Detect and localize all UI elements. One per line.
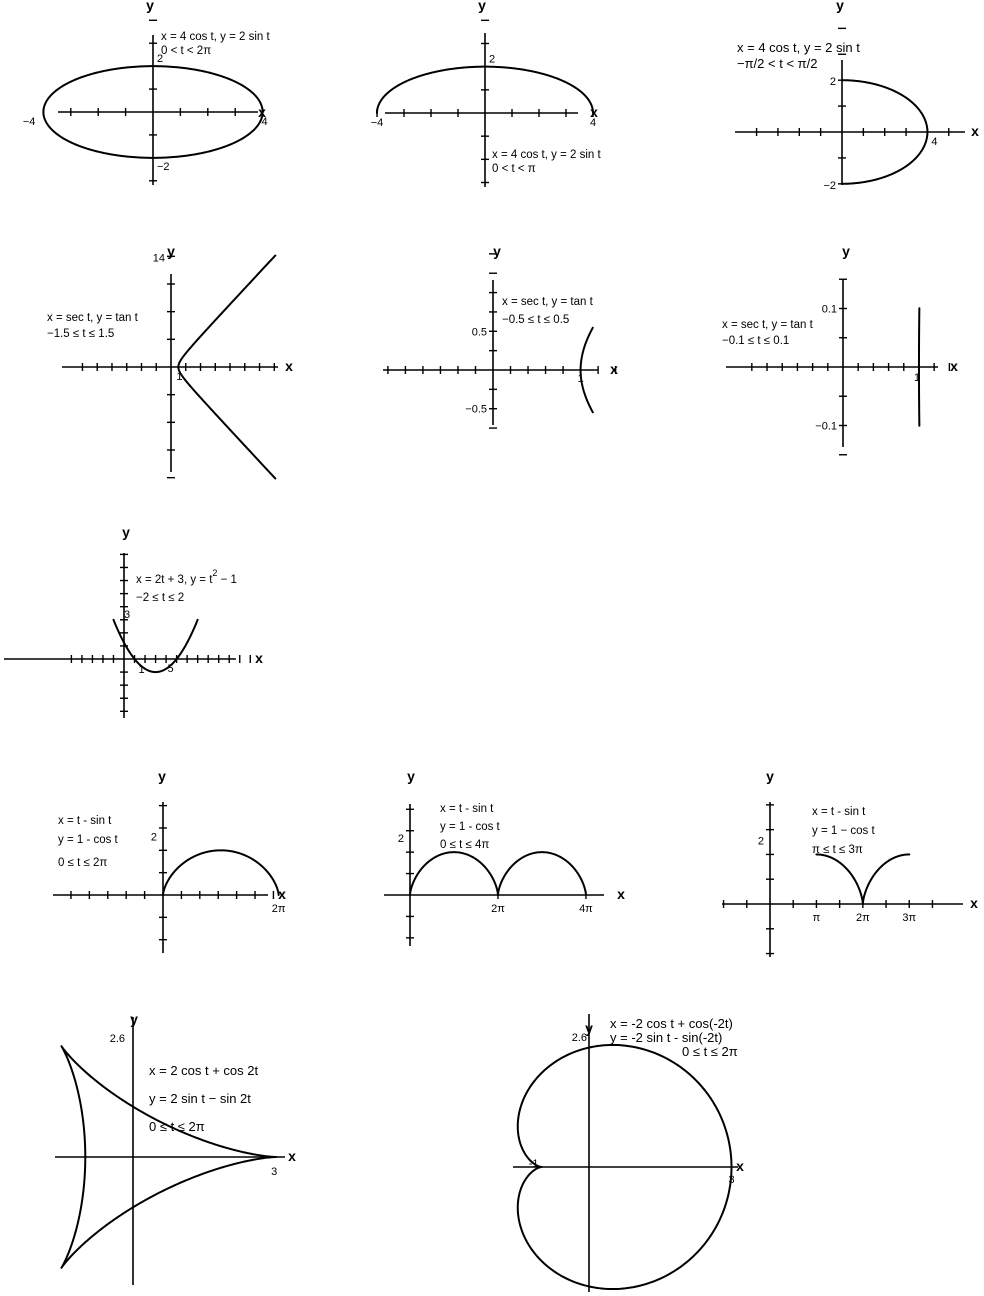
tick-label: 3 bbox=[728, 1174, 735, 1186]
curve-annotation: x = 4 cos t, y = 2 sin t bbox=[492, 149, 601, 161]
curve-annotation: x = 4 cos t, y = 2 sin t bbox=[161, 31, 270, 43]
x-axis-label: x bbox=[736, 1158, 744, 1174]
curve-annotation: x = sec t, y = tan t bbox=[502, 296, 593, 308]
tick-label: 0.5 bbox=[471, 326, 487, 339]
tick-label: 1 bbox=[913, 372, 921, 384]
x-axis-label: x bbox=[617, 886, 625, 902]
y-axis-label: y bbox=[407, 768, 415, 784]
chart-8 bbox=[53, 768, 286, 953]
chart-7 bbox=[4, 524, 263, 718]
chart-2 bbox=[371, 0, 602, 187]
curve-series bbox=[816, 854, 909, 904]
tick-label: −2 bbox=[823, 179, 836, 192]
curve-annotation: x = 2 cos t + cos 2t bbox=[149, 1063, 259, 1078]
chart-12 bbox=[513, 1014, 744, 1292]
curve-annotation: 0 < t < π bbox=[492, 163, 536, 175]
x-axis-label: x bbox=[590, 104, 598, 120]
x-axis-label: x bbox=[950, 358, 958, 374]
y-axis-label: y bbox=[766, 768, 774, 784]
tick-label: 2 bbox=[150, 831, 157, 844]
y-axis-label: y bbox=[146, 0, 154, 13]
chart-10 bbox=[722, 768, 978, 957]
tick-label: 2 bbox=[489, 53, 496, 66]
curve-annotation: x = sec t, y = tan t bbox=[47, 312, 138, 324]
tick-label: 4 bbox=[931, 136, 938, 148]
chart-5 bbox=[383, 243, 618, 428]
y-axis-label: y bbox=[842, 243, 850, 259]
curve-annotation: −1.5 ≤ t ≤ 1.5 bbox=[47, 328, 115, 340]
tick-label: 2π bbox=[491, 903, 505, 915]
chart-3 bbox=[735, 0, 979, 192]
tick-label: 1 bbox=[176, 371, 183, 383]
chart-11 bbox=[55, 1011, 296, 1285]
y-axis-label: y bbox=[167, 243, 175, 259]
tick-label: −0.1 bbox=[815, 420, 837, 433]
y-axis-label: y bbox=[585, 1020, 593, 1036]
tick-label: 3 bbox=[124, 608, 131, 621]
chart-9 bbox=[384, 768, 625, 946]
curve-annotation: x = t - sin t bbox=[58, 815, 112, 827]
tick-label: π bbox=[812, 912, 821, 924]
y-axis-label: y bbox=[478, 0, 486, 13]
tick-label: 2π bbox=[855, 912, 870, 924]
x-axis-label: x bbox=[258, 104, 266, 120]
curve-annotation: 0 ≤ t ≤ 2π bbox=[149, 1119, 205, 1134]
tick-label: 2π bbox=[271, 903, 286, 915]
y-axis-label: y bbox=[158, 768, 166, 784]
tick-label: 2 bbox=[157, 53, 164, 66]
chart-4 bbox=[47, 243, 293, 478]
tick-label: −4 bbox=[22, 116, 36, 128]
tick-label: 3π bbox=[902, 912, 917, 924]
tick-label: 2.6 bbox=[109, 1033, 125, 1046]
curve-series bbox=[410, 852, 586, 895]
y-axis-label: y bbox=[836, 0, 844, 13]
y-axis-label: y bbox=[130, 1011, 138, 1027]
curve-annotation: y = 1 − cos t bbox=[812, 825, 875, 837]
curve-annotation: x = t - sin t bbox=[812, 806, 866, 818]
tick-label: −2 bbox=[157, 160, 170, 173]
curve-annotation: x = 2t + 3, $y = t^2 - 1$ bbox=[136, 568, 237, 586]
y-axis-label: y bbox=[493, 243, 501, 259]
curve-annotation: 0 ≤ t ≤ 2π bbox=[682, 1044, 738, 1059]
tick-label: 3 bbox=[271, 1166, 278, 1178]
curve-annotation: y = 1 - cos t bbox=[440, 821, 500, 833]
tick-label: 2.6 bbox=[571, 1031, 587, 1044]
curve-annotation: 0 < t < 2π bbox=[161, 45, 212, 57]
curve-annotation: y = 2 sin t − sin 2t bbox=[149, 1091, 251, 1106]
tick-label: −0.5 bbox=[465, 403, 487, 416]
x-axis-label: x bbox=[285, 358, 293, 374]
tick-label: 2 bbox=[829, 76, 836, 89]
curve-annotation: x = sec t, y = tan t bbox=[722, 319, 813, 331]
tick-label: 0.1 bbox=[821, 303, 837, 316]
tick-label: 1 bbox=[138, 664, 145, 676]
curve-annotation: x = t - sin t bbox=[440, 803, 494, 815]
tick-label: 14 bbox=[152, 252, 165, 265]
curve-series bbox=[113, 620, 197, 672]
curve-annotation: y = -2 sin t - sin(-2t) bbox=[610, 1030, 723, 1045]
tick-label: 1 bbox=[577, 373, 584, 385]
tick-label: 2 bbox=[757, 835, 764, 848]
x-axis-label: x bbox=[971, 123, 979, 139]
curve-annotation: y = 1 - cos t bbox=[58, 834, 118, 846]
curve-annotation: x = -2 cos t + cos(-2t) bbox=[610, 1016, 733, 1031]
tick-label: 4 bbox=[261, 116, 268, 128]
x-axis-label: x bbox=[278, 886, 286, 902]
tick-label: -1 bbox=[528, 1158, 539, 1170]
tick-label: 4π bbox=[579, 903, 593, 915]
tick-label: 5 bbox=[167, 663, 174, 675]
curve-annotation: −2 ≤ t ≤ 2 bbox=[136, 592, 185, 604]
curve-annotation: 0 ≤ t ≤ 2π bbox=[58, 857, 108, 869]
curve-annotation: −0.5 ≤ t ≤ 0.5 bbox=[502, 314, 570, 326]
curve-annotation: −π/2 < t < π/2 bbox=[737, 56, 818, 71]
x-axis-label: x bbox=[610, 361, 618, 377]
x-axis-label: x bbox=[255, 650, 263, 666]
curve-annotation: π ≤ t ≤ 3π bbox=[812, 844, 863, 856]
x-axis-label: x bbox=[288, 1148, 296, 1164]
curve-annotation: 0 ≤ t ≤ 4π bbox=[440, 839, 490, 851]
y-axis-label: y bbox=[122, 524, 130, 540]
curve-annotation: −0.1 ≤ t ≤ 0.1 bbox=[722, 335, 790, 347]
chart-1 bbox=[23, 0, 271, 185]
x-axis-label: x bbox=[970, 895, 978, 911]
tick-label: −4 bbox=[370, 117, 384, 129]
chart-6 bbox=[722, 243, 958, 455]
curve-annotation: x = 4 cos t, y = 2 sin t bbox=[737, 40, 860, 55]
tick-label: 2 bbox=[397, 833, 404, 846]
tick-label: 4 bbox=[589, 117, 597, 129]
curve-series bbox=[163, 850, 279, 895]
